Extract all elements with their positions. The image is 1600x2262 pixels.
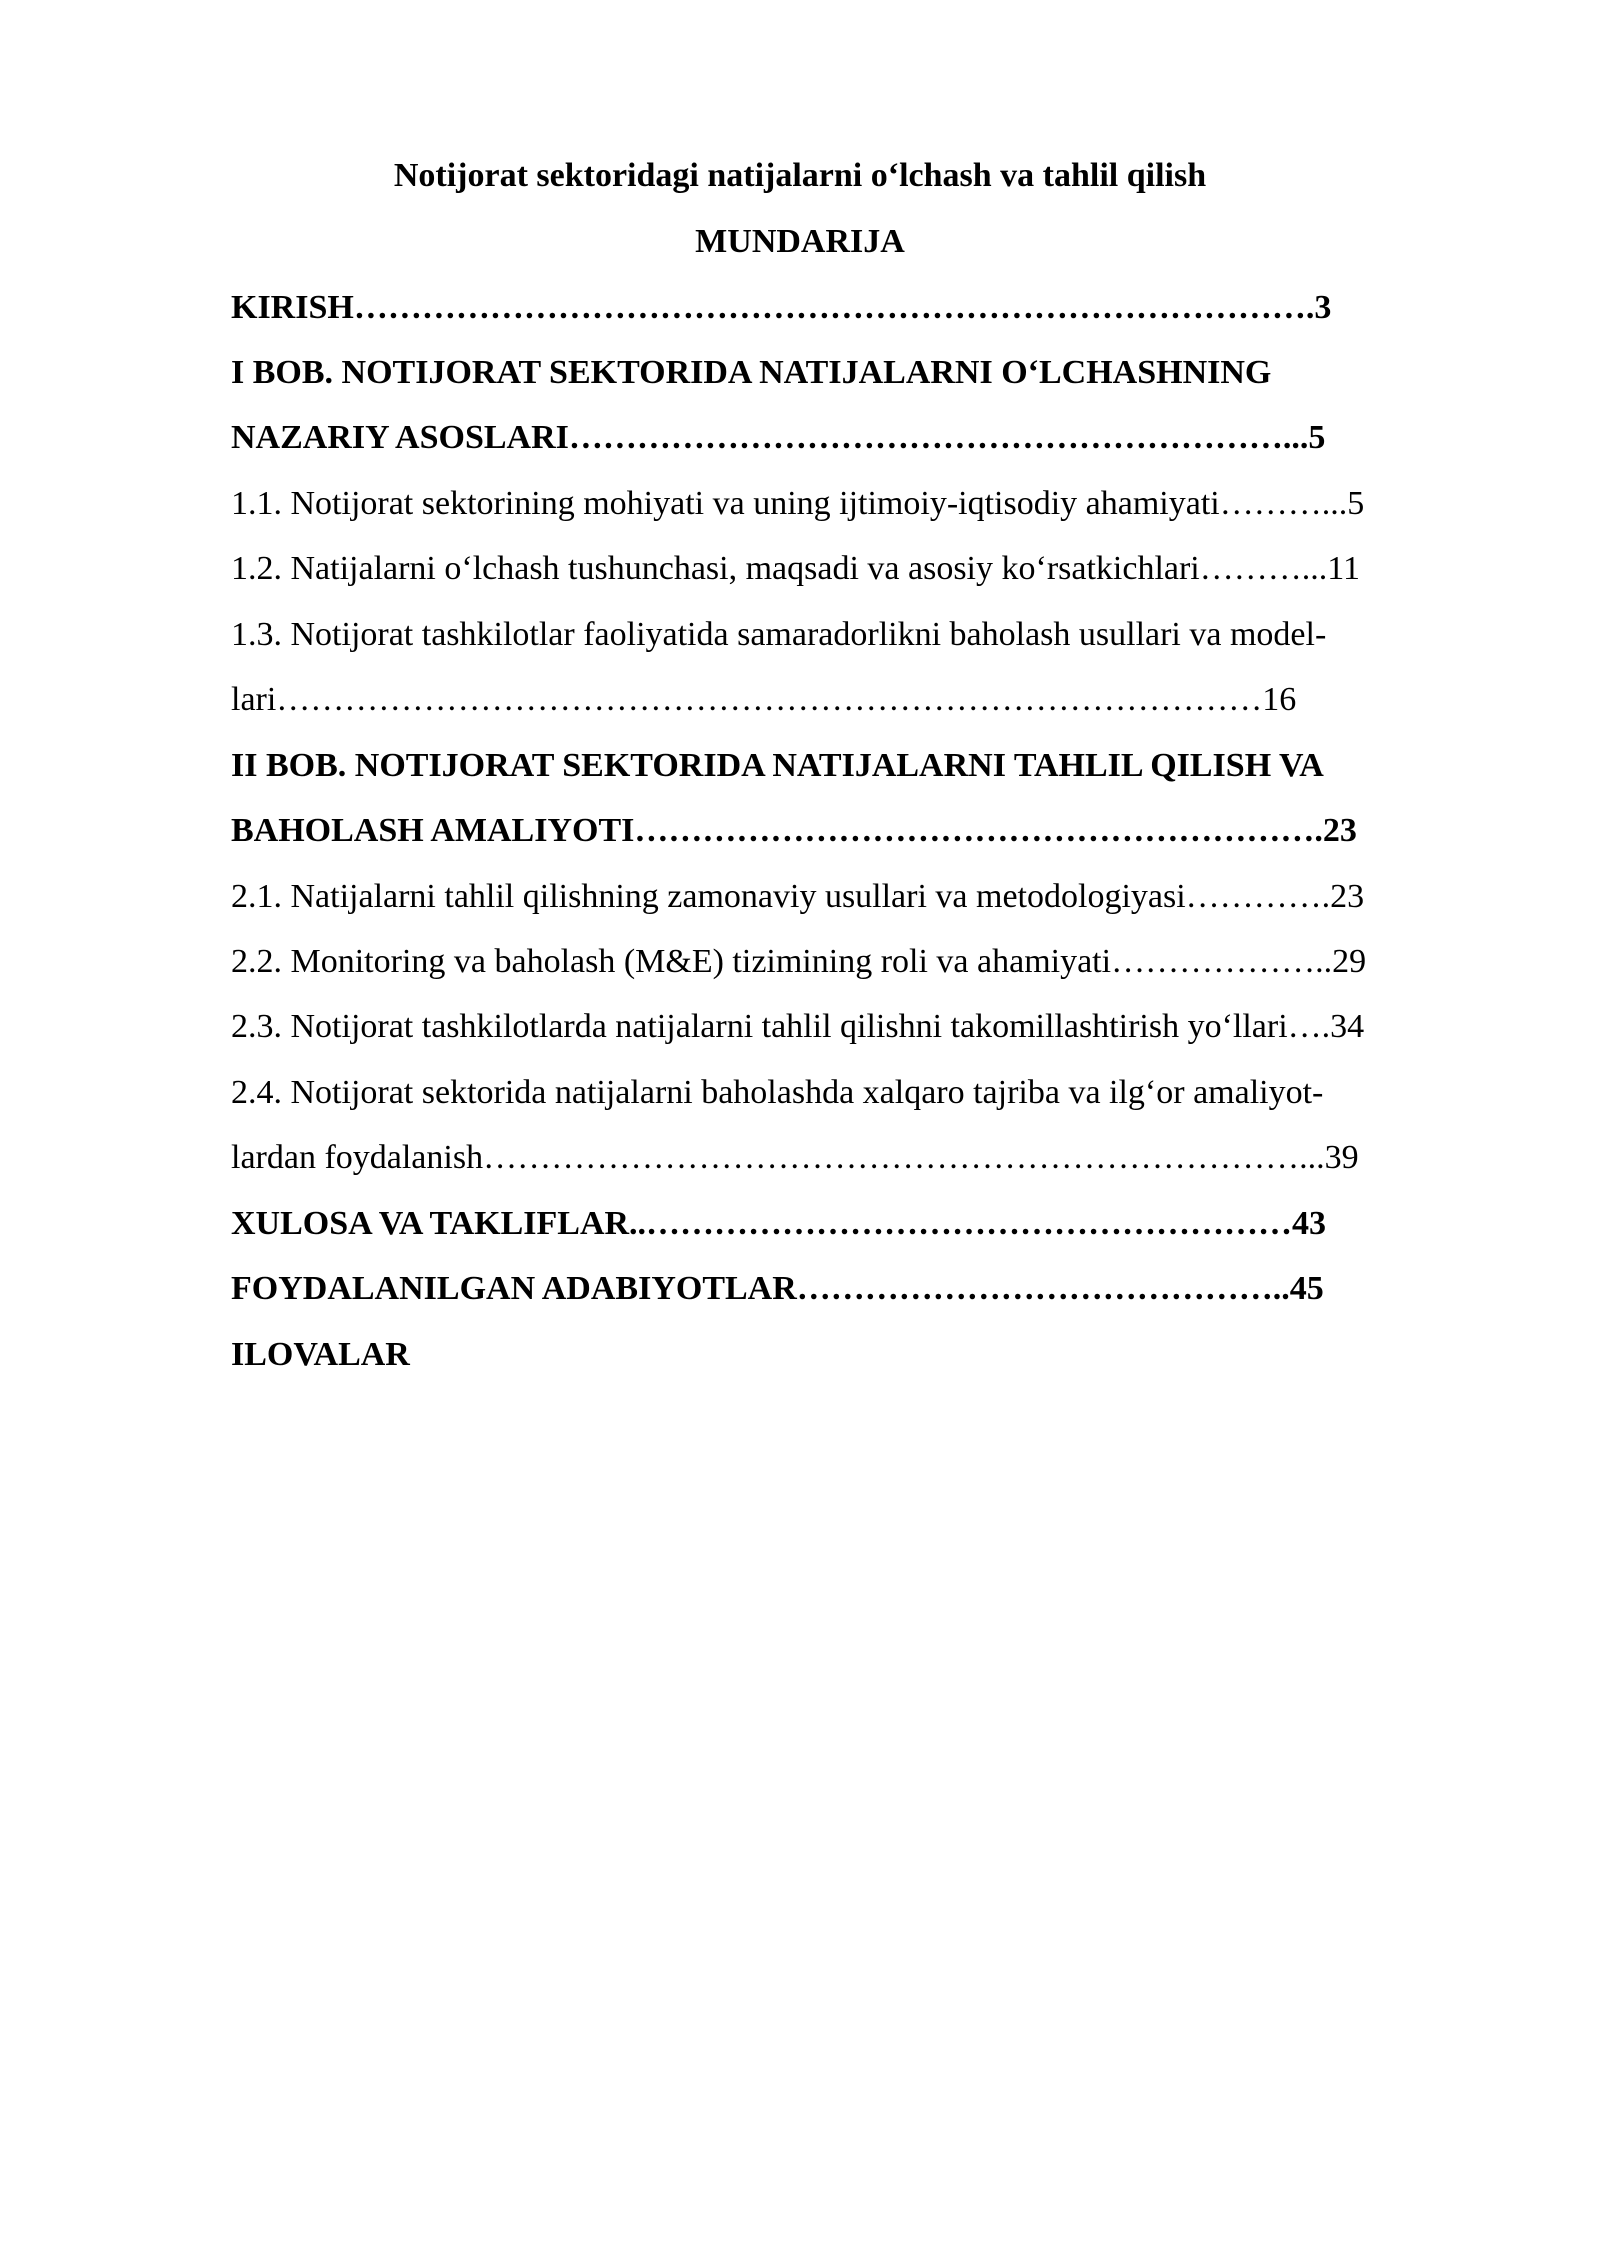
toc-entry-introduction: KIRISH………………………………………………………………………….3 [231,289,1332,326]
toc-entry-2-1: 2.1. Natijalarni tahlil qilishning zamonaviy usullari va metodologiyasi………….23 [231,878,1365,915]
toc-entry-1-1: 1.1. Notijorat sektorining mohiyati va uning ijtimoiy-iqtisodiy ahamiyati………...5 [231,485,1365,522]
toc-entry-appendices: ILOVALAR [231,1336,410,1373]
toc-entry-chapter-1-line-1: I BOB. NOTIJORAT SEKTORIDA NATIJALARNI O‘LCHASHNING [231,354,1272,391]
toc-entry-1-3-line-1: 1.3. Notijorat tashkilotlar faoliyatida samaradorlikni baholash usullari va model- [231,616,1327,653]
toc-entry-2-4-line-1: 2.4. Notijorat sektorida natijalarni baholashda xalqaro tajriba va ilg‘or amaliyot- [231,1074,1324,1111]
toc-entry-1-2: 1.2. Natijalarni o‘lchash tushunchasi, maqsadi va asosiy ko‘rsatkichlari………...11 [231,550,1360,587]
toc-entry-2-2: 2.2. Monitoring va baholash (M&E) tizimining roli va ahamiyati………………..29 [231,943,1367,980]
document-title: Notijorat sektoridagi natijalarni o‘lchash va tahlil qilish [393,157,1207,194]
toc-entry-chapter-1-line-2: NAZARIY ASOSLARI………………………………………………………...5 [231,419,1326,456]
toc-entry-references: FOYDALANILGAN ADABIYOTLAR……………………………………..45 [231,1270,1324,1307]
toc-entry-chapter-2-line-1: II BOB. NOTIJORAT SEKTORIDA NATIJALARNI TAHLIL QILISH VA [231,747,1324,784]
toc-entry-1-3-line-2: lari……………………………………………………………………………16 [231,681,1297,718]
toc-entry-conclusions: XULOSA VA TAKLIFLAR..…………………………………………………43 [231,1205,1327,1242]
toc-entry-2-3: 2.3. Notijorat tashkilotlarda natijalarni tahlil qilishni takomillashtirish yo‘llari….34 [231,1008,1365,1045]
toc-entry-2-4-line-2: lardan foydalanish………………………………………………………………...39 [231,1139,1359,1176]
toc-heading: MUNDARIJA [695,223,905,260]
toc-entry-chapter-2-line-2: BAHOLASH AMALIYOTI…………………………………………………….23 [231,812,1357,849]
